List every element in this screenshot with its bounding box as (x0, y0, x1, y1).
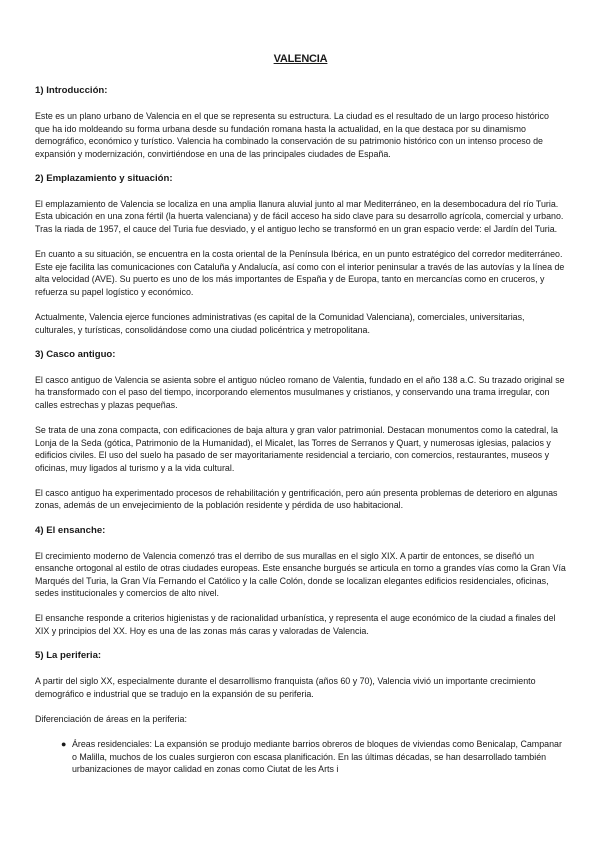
paragraph: El crecimiento moderno de Valencia comenzó tras el derribo de sus murallas en el siglo XIX. A partir de entonces, se diseñó un ensanche ortogonal al estilo de otras ciudades europeas. Este ensanche burgués se articula en torno a grandes vías como la Gran Vía Marqués del Turia, la Gran Vía Fernando el Católico y la calle Colón, donde se localizan elegantes edificios residenciales, oficinas, sedes institucionales y comercios de alto nivel. (35, 550, 566, 599)
paragraph: El ensanche responde a criterios higienistas y de racionalidad urbanística, y representa el auge económico de la ciudad a finales del XIX y principios del XX. Hoy es una de las zonas más caras y valoradas de Valencia. (35, 613, 556, 637)
bullet-list (35, 738, 566, 776)
section-heading-periferia: 5) La periferia: (35, 650, 102, 662)
paragraph: En cuanto a su situación, se encuentra en la costa oriental de la Península Ibérica, en un punto estratégico del corredor mediterráneo. Este eje facilita las comunicaciones con Cataluña y Andalucía, así como con el interior peninsular a través de las autovías y la línea de alta velocidad (AVE). Su puerto es uno de los más importantes de España y de Europa, tanto en mercancías como en cruceros, y refuerza su papel logístico y económico. (35, 249, 565, 297)
paragraph: Se trata de una zona compacta, con edificaciones de baja altura y gran valor patrimonial. Destacan monumentos como la catedral, la Lonja de la Seda (gótica, Patrimonio de la Humanidad), el Micalet, las Torres de Serranos y Quart, y numerosas iglesias, palacios y edificios civiles. El uso del suelo ha pasado de ser mayoritariamente residencial a terciario, con comercios, restaurantes, museos y oficinas, muy ligados al turismo y a la vida cultural. (35, 425, 558, 473)
list-item (61, 738, 566, 776)
paragraph: Este es un plano urbano de Valencia en el que se representa su estructura. La ciudad es el resultado de un largo proceso histórico que ha ido moldeando su forma urbana desde su fundación romana hasta la actualidad, en la que destaca por su dinamismo demográfico, económico y turístico. Valencia ha combinado la conservación de su patrimonio histórico con un intenso proceso de expansión y modernización, convirtiéndose en una de las principales ciudades de España. (35, 111, 549, 159)
paragraph: El casco antiguo de Valencia se asienta sobre el antiguo núcleo romano de Valentia, fundado en el año 138 a.C. Su trazado original se ha transformado con el paso del tiempo, incorporando elementos musulmanes y cristianos, y conservando una trama irregular, con calles estrechas y plazas pequeñas. (35, 374, 565, 410)
paragraph: El emplazamiento de Valencia se localiza en una amplia llanura aluvial junto al mar Mediterráneo, en la desembocadura del río Turia. Esta ubicación en una zona fértil (la huerta valenciana) y de fácil acceso ha sido clave para su desarrollo agrícola, comercial y urbano. Tras la riada de 1957, el cauce del Turia fue desviado, y el antiguo lecho se transformó en un gran espacio verde: el Jardín del Turia. (35, 198, 564, 235)
section-heading-emplazamiento: 2) Emplazamiento y situación: (35, 172, 173, 184)
section-heading-introduccion: 1) Introducción: (35, 85, 108, 96)
paragraph: A partir del siglo XX, especialmente durante el desarrollismo franquista (años 60 y 70), Valencia vivió un importante crecimiento demográfico e industrial que se tradujo en la expansión de su periferia. (35, 676, 536, 699)
bullet-icon: ● (61, 738, 67, 749)
paragraph: El casco antiguo ha experimentado procesos de rehabilitación y gentrificación, pero aún presenta problemas de deterioro en algunas zonas, además de un envejecimiento de la población residente y pérdida de uso habitacional. (35, 487, 558, 511)
list-item-text: Áreas residenciales: La expansión se produjo mediante barrios obreros de bloques de viviendas como Benicalap, Campanar o Malilla, muchos de los cuales surgieron con escasa planificación. En las últimas décadas, se han desarrollado también urbanizaciones de mayor calidad en zonas como Ciutat de les Arts i (72, 738, 562, 775)
section-heading-casco-antiguo: 3) Casco antiguo: (35, 348, 116, 360)
paragraph: Actualmente, Valencia ejerce funciones administrativas (es capital de la Comunidad Valenciana), comerciales, universitarias, culturales, y turísticas, consolidándose como una ciudad policéntrica y metropolitana. (35, 312, 525, 335)
section-heading-ensanche: 4) El ensanche: (35, 524, 106, 536)
document-title: VALENCIA (273, 53, 328, 65)
paragraph: Diferenciación de áreas en la periferia: (35, 713, 187, 724)
